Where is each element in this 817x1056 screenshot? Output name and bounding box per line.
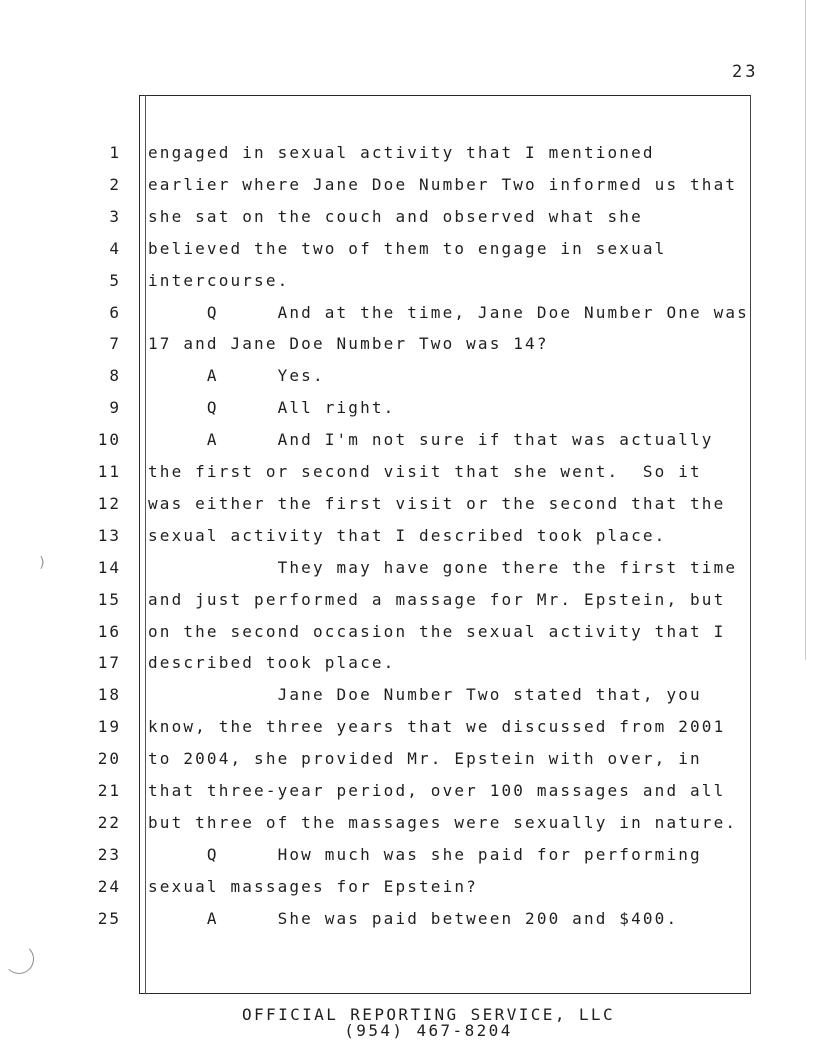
line-number: 1	[109, 143, 121, 162]
line-number: 12	[97, 494, 121, 513]
transcript-line: Q How much was she paid for performing	[148, 845, 702, 864]
scan-mark: )	[38, 555, 47, 571]
transcript-line: sexual massages for Epstein?	[148, 877, 478, 896]
line-number: 17	[97, 653, 121, 672]
line-number: 4	[109, 239, 121, 258]
line-number: 19	[97, 717, 121, 736]
line-number: 3	[109, 207, 121, 226]
line-number: 24	[97, 877, 121, 896]
line-number: 11	[97, 462, 121, 481]
transcript-line: she sat on the couch and observed what she	[148, 207, 643, 226]
line-number: 21	[97, 781, 121, 800]
transcript-line: the first or second visit that she went. So it	[148, 462, 702, 481]
line-number: 6	[109, 303, 121, 322]
line-number: 15	[97, 590, 121, 609]
transcript-line: earlier where Jane Doe Number Two informed us that	[148, 175, 738, 194]
line-number: 25	[97, 909, 121, 928]
transcript-line: sexual activity that I described took place.	[148, 526, 667, 545]
transcript-line: to 2004, she provided Mr. Epstein with over, in	[148, 749, 702, 768]
transcript-line: 17 and Jane Doe Number Two was 14?	[148, 334, 549, 353]
margin-rule	[145, 95, 146, 994]
line-number: 20	[97, 749, 121, 768]
transcript-line: and just performed a massage for Mr. Epstein, but	[148, 590, 726, 609]
line-number: 13	[97, 526, 121, 545]
transcript-line: Q And at the time, Jane Doe Number One was	[148, 303, 749, 322]
reporter-name: OFFICIAL REPORTING SERVICE, LLC	[241, 1005, 616, 1024]
transcript-line: Jane Doe Number Two stated that, you	[148, 685, 702, 704]
transcript-line: Q All right.	[148, 398, 396, 417]
line-number: 23	[97, 845, 121, 864]
page-number: 23	[732, 62, 759, 82]
line-number: 22	[97, 813, 121, 832]
transcript-line: A Yes.	[148, 366, 325, 385]
transcript-line: that three-year period, over 100 massages and all	[148, 781, 726, 800]
transcript-line: was either the first visit or the second that the	[148, 494, 726, 513]
transcript-line: intercourse.	[148, 271, 290, 290]
line-number: 10	[97, 430, 121, 449]
transcript-line: engaged in sexual activity that I mentioned	[148, 143, 655, 162]
line-number: 14	[97, 558, 121, 577]
line-number: 2	[109, 175, 121, 194]
transcript-line: believed the two of them to engage in sexual	[148, 239, 667, 258]
line-number: 5	[109, 271, 121, 290]
line-number: 7	[109, 334, 121, 353]
page-edge-shadow	[805, 0, 806, 660]
transcript-line: A She was paid between 200 and $400.	[148, 909, 679, 928]
reporter-phone: (954) 467-8204	[344, 1021, 513, 1040]
line-number: 16	[97, 622, 121, 641]
transcript-line: but three of the massages were sexually in nature.	[148, 813, 738, 832]
transcript-line: They may have gone there the first time	[148, 558, 738, 577]
transcript-line: know, the three years that we discussed from 2001	[148, 717, 726, 736]
transcript-line: described took place.	[148, 653, 396, 672]
transcript-line: on the second occasion the sexual activity that I	[148, 622, 726, 641]
line-number: 8	[109, 366, 121, 385]
transcript-line: A And I'm not sure if that was actually	[148, 430, 714, 449]
punch-hole-mark	[4, 944, 34, 974]
line-number: 9	[109, 398, 121, 417]
line-number: 18	[97, 685, 121, 704]
